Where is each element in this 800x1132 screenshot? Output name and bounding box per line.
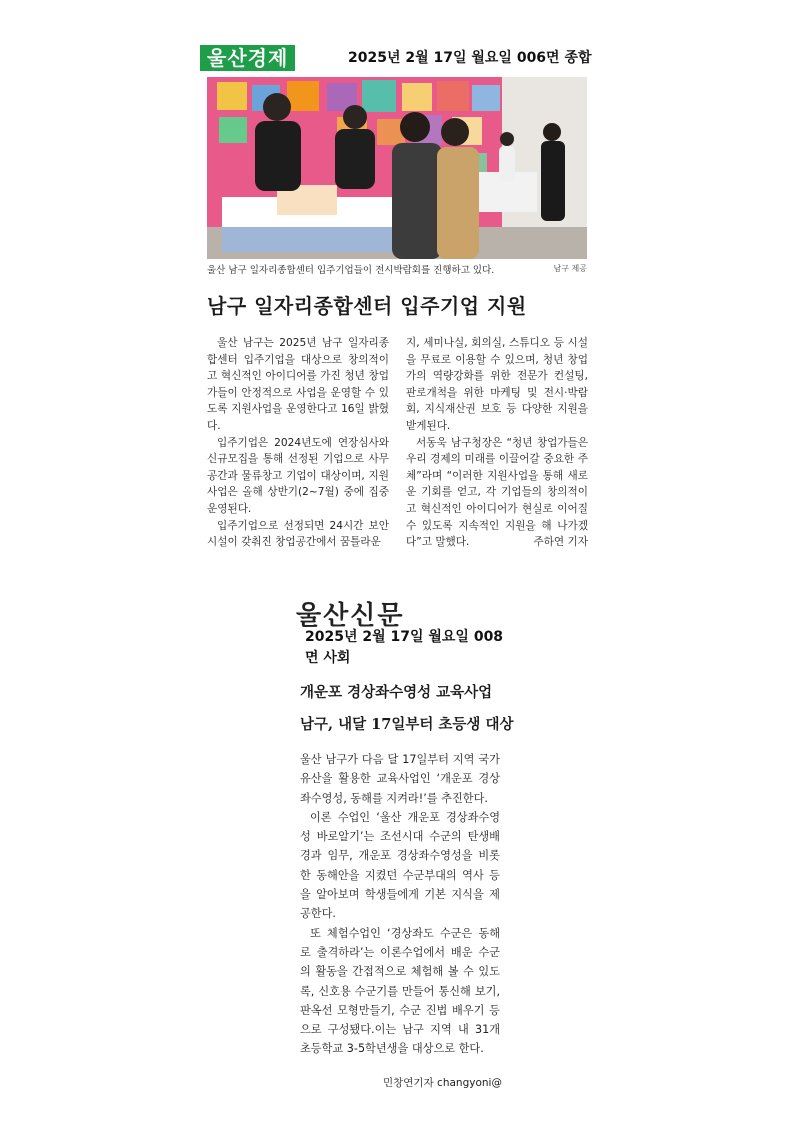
article-body <box>300 750 500 1059</box>
article-headline: 남구 일자리종합센터 입주기업 지원 <box>207 294 527 318</box>
article-headline: 개운포 경상좌수영성 교육사업 <box>300 684 493 701</box>
paragraph: 입주기업으로 선정되면 24시간 보안시설이 갖춰진 창업공간에서 꿈틀라운 <box>207 519 389 549</box>
publication-dateline: 2025년 2월 17일 월요일 006면 종합 <box>348 50 592 66</box>
paragraph: 또 체험수업인 ‘경상좌도 수군은 동해로 출격하라’는 이론수업에서 배운 수군의 활동을 간접적으로 체험해 볼 수 있도록, 신호용 수군기를 만들어 통신해 보기, 판옥선 모형만들기, 수군 진법 배우기 등으로 구성됐다.이는 남구 지역 내 31개 초등학교 3-5학년생을 대상으로 한다. <box>300 926 500 1056</box>
article-column-2 <box>406 335 588 551</box>
photo-caption-text: 울산 남구 일자리종합센터 입주기업들이 전시박람회를 진행하고 있다. <box>207 265 495 276</box>
paragraph: 이론 수업인 ‘울산 개운포 경상좌수영성 바로알기’는 조선시대 수군의 탄생배경과 임무, 개운포 경상좌수영성을 비롯한 동해안을 지켰던 수군부대의 역사 등을 알아보며 학생들에게 기본 지식을 제공한다. <box>300 810 500 921</box>
photo-credit: 남구 제공 <box>553 264 587 273</box>
article-subheadline: 남구, 내달 17일부터 초등생 대상 <box>300 716 514 733</box>
article-photo <box>207 77 587 259</box>
publication-dateline: 2025년 2월 17일 월요일 008면 사회 <box>305 629 504 666</box>
paragraph: 울산 남구는 2025년 남구 일자리종합센터 입주기업을 대상으로 창의적이고 혁신적인 아이디어를 가진 청년 창업가들이 안정적으로 사업을 운영할 수 있도록 지원사업을 운영한다고 16일 밝혔다. <box>207 337 389 432</box>
paragraph: 지, 세미나실, 회의실, 스튜디오 등 시설을 무료로 이용할 수 있으며, 청년 창업가의 역량강화를 위한 전문가 컨설팅, 판로개척을 위한 마케팅 및 전시·박람회, 지식재산권 보호 등 다양한 지원을 받게된다. <box>406 337 588 432</box>
paragraph: 입주기업은 2024년도에 연장심사와 신규모집을 통해 선정된 기업으로 사무공간과 물류창고 기업이 대상이며, 지원사업은 올해 상반기(2~7월) 중에 집중 운영된다. <box>207 436 389 515</box>
paragraph: 서동욱 남구청장은 “청년 창업가들은 우리 경제의 미래를 이끌어갈 중요한 주체”라며 “이러한 지원사업을 통해 새로운 기회를 얻고, 각 기업들의 창의적이고 혁신적인 아이디어가 현실로 이어질 수 있도록 지속적인 지원을 해 나가겠다”고 말했다. <box>406 436 588 549</box>
newspaper-logo-ulsan-economy: 울산경제 <box>200 45 295 71</box>
photo-caption <box>207 262 587 276</box>
reporter-byline: 주하연 기자 <box>533 536 588 549</box>
paragraph: 울산 남구가 다음 달 17일부터 지역 국가유산을 활용한 교육사업인 ‘개운포 경상좌수영성, 동해를 지켜라!’를 추진한다. <box>300 753 500 805</box>
reporter-byline: 민창연기자 changyoni@ <box>383 1077 502 1089</box>
newspaper-logo-ulsan-sinmun: 울산신문 <box>296 601 405 631</box>
expo-booth-photo <box>207 77 587 259</box>
article-column-1 <box>207 335 389 551</box>
